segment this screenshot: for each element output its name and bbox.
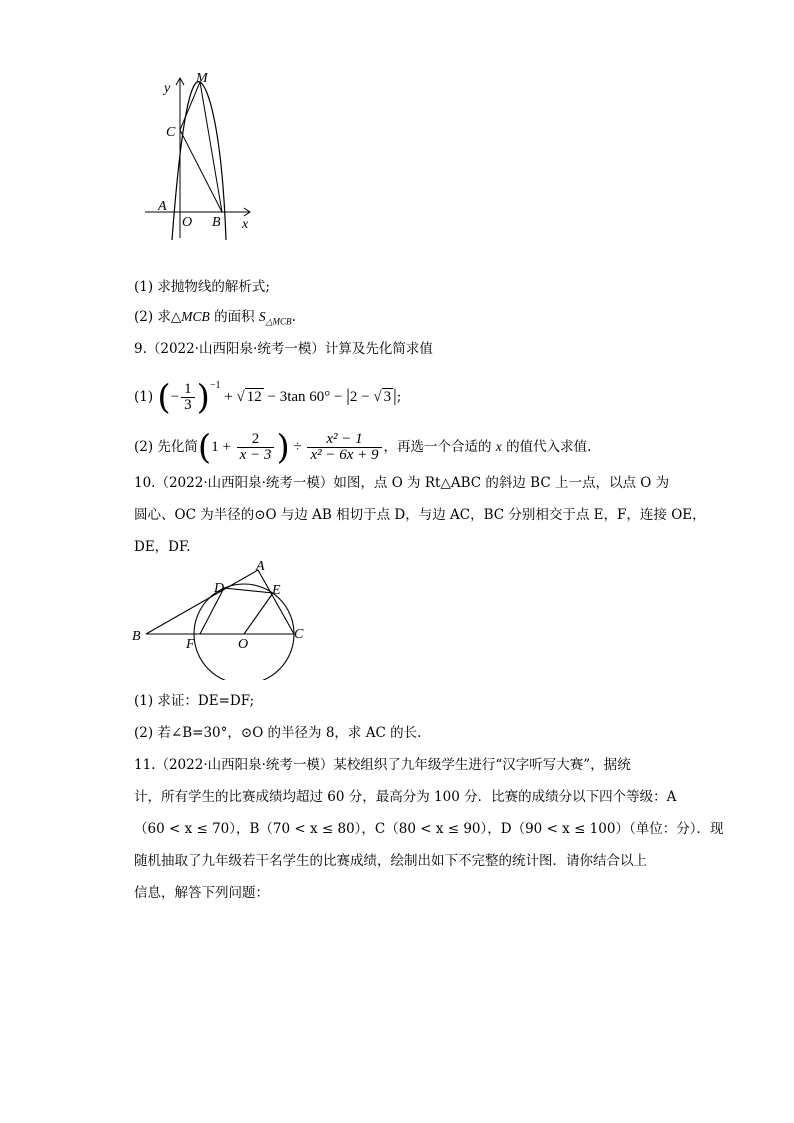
q9-p1-exponent: −1	[209, 379, 221, 391]
q8-area-symbol: S	[258, 309, 266, 324]
label-o2: O	[238, 637, 249, 652]
q9-p2-divide: ÷	[289, 439, 306, 455]
q9-p2-frac2-num: x² − 1	[307, 432, 381, 448]
q9-p2-frac2-den: x² − 6x + 9	[310, 447, 379, 463]
q10-line3: DE，DF.	[134, 539, 191, 555]
q8-part2-prefix: (2) 求△	[134, 309, 182, 325]
q8-area-subscript: △MCB	[265, 316, 292, 327]
label-y: y	[164, 81, 171, 96]
q8-triangle: MCB	[181, 309, 210, 324]
q11-line4: 随机抽取了九年级若干名学生的比赛成绩，绘制出如下不完整的统计图．请你结合以上	[134, 853, 647, 869]
label-e: E	[272, 583, 281, 598]
label-b2: B	[132, 629, 141, 644]
q10-part1: (1) 求证：DE=DF;	[134, 693, 255, 709]
label-a2: A	[256, 559, 265, 574]
q9-part1-label: (1)	[134, 389, 154, 405]
q9-p2-frac1-num: 2	[237, 432, 275, 448]
circle-figure	[128, 558, 318, 680]
q11-line5: 信息，解答下列问题：	[134, 885, 269, 901]
q9-p2-tail-b: 的值代入求值.	[501, 439, 592, 455]
q9-p1-end: ;	[396, 389, 402, 405]
q9-p1-plus: +	[220, 389, 237, 405]
q11-line1: 11.（2022·山西阳泉·统考一模）某校组织了九年级学生进行“汉字听写大赛”，据统	[134, 757, 631, 773]
label-b: B	[212, 215, 221, 230]
q10-line2: 圆心、OC 为半径的⊙O 与边 AB 相切于点 D，与边 AC，BC 分别相交于点 E，F，连接 OE，	[134, 507, 706, 523]
q9-p2-frac1-den: x − 3	[239, 447, 272, 463]
q8-part2-end: .	[291, 309, 296, 325]
q9-part2-label: (2) 先化简	[134, 439, 198, 455]
q9-p1-tan-term: − 3tan 60° −	[263, 389, 347, 405]
label-c2: C	[294, 627, 304, 642]
label-d: D	[214, 581, 225, 596]
q10-line1: 10.（2022·山西阳泉·统考一模）如图，点 O 为 Rt△ABC 的斜边 BC 上一点，以点 O 为	[134, 475, 670, 491]
label-m: M	[196, 71, 208, 86]
q9-p1-sqrt3: 3	[383, 389, 392, 405]
q9-p1-frac-num: 1	[181, 382, 195, 398]
q10-part2: (2) 若∠B=30°，⊙O 的半径为 8，求 AC 的长.	[134, 725, 422, 741]
label-c: C	[166, 125, 176, 140]
q8-part1: (1) 求抛物线的解析式;	[134, 279, 270, 295]
parabola-figure	[140, 68, 270, 240]
q9-p1-frac-den: 3	[184, 397, 192, 413]
q9-p2-tail-a: ，再选一个合适的	[383, 439, 496, 455]
q9-p1-abs: 2 −	[349, 389, 374, 405]
label-o: O	[182, 215, 193, 230]
q9-part1: (1) (− $\frac{1}{3}$ )$^{-1}$ + √ 12 − 3tan 60° − |2 − √ 3 |;	[134, 377, 402, 418]
q9-p2-one: 1 +	[211, 439, 235, 455]
label-f: F	[186, 637, 195, 652]
q11-line3: （60 < x ≤ 70），B（70 < x ≤ 80），C（80 < x ≤ 90），D（90 < x ≤ 100）（单位：分）．现	[134, 821, 724, 837]
q8-part2	[134, 308, 296, 331]
q11-line2: 计，所有学生的比赛成绩均超过 60 分，最高分为 100 分．比赛的成绩分以下四个等级：A	[134, 789, 677, 805]
q9-part2: (2) 先化简(1 + $\frac{2}{x - 3}$ ) ÷ $\frac{\text{x² − 1}}{\text{x² − 6x + 9}}$ ，再选一个合适的 x 的值代入求值.	[134, 427, 592, 468]
q9-p2-variable: x	[495, 439, 502, 454]
label-a: A	[158, 199, 167, 214]
q9-heading: 9.（2022·山西阳泉·统考一模）计算及先化简求值	[134, 341, 433, 357]
q8-part2-mid: 的面积	[209, 309, 259, 325]
label-x: x	[242, 217, 249, 232]
q9-p1-sqrt12: 12	[246, 389, 262, 405]
